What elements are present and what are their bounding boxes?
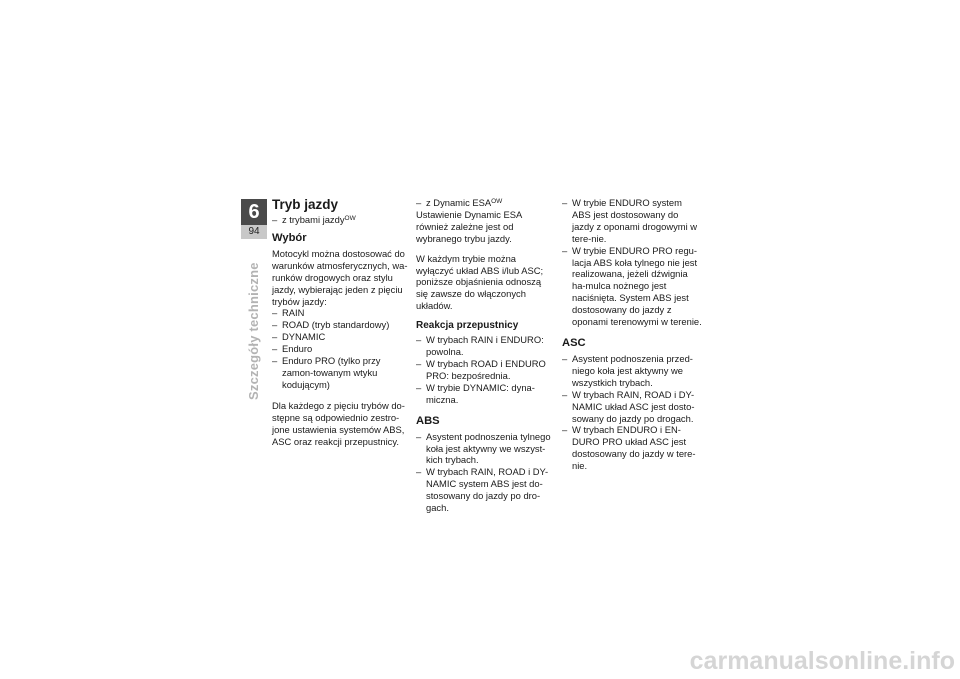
heading-wybor: Wybór bbox=[272, 231, 307, 244]
abs-asc-paragraph: W każdym trybie można wyłączyć układ ABS i/lub ASC; poniższe objaśnienia odnoszą się zawsze do włączonych układów. bbox=[416, 252, 544, 312]
text-column-3 bbox=[562, 197, 702, 472]
list-item bbox=[416, 197, 554, 209]
esa-paragraph: Ustawienie Dynamic ESA również zależne jest od wybranego trybu jazdy. bbox=[416, 208, 522, 244]
chapter-number-badge: 6 bbox=[241, 199, 267, 225]
list-item: – DYNAMIC bbox=[272, 331, 410, 343]
list-item: – Enduro bbox=[272, 343, 410, 355]
intro-paragraph: Motocykl można dostosować do warunków atmosferycznych, wa-runków drogowych oraz stylu jazdy, wybierając jeden z pięciu trybów jazdy: bbox=[272, 247, 408, 307]
equipment-text: z trybami jazdy bbox=[282, 214, 345, 225]
esa-note bbox=[416, 197, 554, 209]
optional-equipment-mark: OW bbox=[344, 215, 356, 222]
asc-list bbox=[562, 353, 702, 472]
chapter-title-vertical: Szczegóły techniczne bbox=[246, 262, 261, 400]
abs-list-continued bbox=[562, 197, 702, 328]
page-number: 94 bbox=[241, 225, 267, 239]
list-item: – W trybie ENDURO system ABS jest dostosowany do jazdy z oponami drogowymi w tere-nie. bbox=[562, 197, 702, 245]
equipment-note bbox=[272, 214, 410, 226]
heading-asc: ASC bbox=[562, 336, 586, 349]
riding-modes-list bbox=[272, 307, 410, 390]
list-item: – W trybach RAIN, ROAD i DY-NAMIC system ABS jest do-stosowany do jazdy po dro-gach. bbox=[416, 466, 554, 514]
list-item: – W trybie DYNAMIC: dyna-miczna. bbox=[416, 382, 554, 406]
list-item: – RAIN bbox=[272, 307, 410, 319]
list-item bbox=[272, 214, 410, 226]
list-item: – W trybach RAIN i ENDURO: powolna. bbox=[416, 334, 554, 358]
heading-abs: ABS bbox=[416, 414, 440, 427]
list-item: – W trybach RAIN, ROAD i DY-NAMIC układ ASC jest dosto-sowany do jazdy po drogach. bbox=[562, 389, 702, 425]
abs-list bbox=[416, 431, 554, 514]
list-item: – Asystent podnoszenia przed-niego koła jest aktywny we wszystkich trybach. bbox=[562, 353, 702, 389]
throttle-response-list bbox=[416, 334, 554, 405]
section-title: Tryb jazdy bbox=[272, 197, 339, 212]
text-column-1 bbox=[272, 197, 410, 455]
heading-reakcja-przepustnicy: Reakcja przepustnicy bbox=[416, 320, 519, 332]
list-item: – W trybach ROAD i ENDURO PRO: bezpośrednia. bbox=[416, 358, 554, 382]
list-item: – W trybach ENDURO i EN-DURO PRO układ ASC jest dostosowany do jazdy w tere-nie. bbox=[562, 424, 702, 472]
esa-text: z Dynamic ESA bbox=[426, 197, 492, 208]
closing-paragraph: Dla każdego z pięciu trybów do-stępne są odpowiednio zestro-jone ustawienia systemów ABS, ASC oraz reakcji przepustnicy. bbox=[272, 399, 405, 447]
watermark: carmanualsonline.info bbox=[689, 647, 955, 675]
list-item: – W trybie ENDURO PRO regu-lacja ABS koła tylnego nie jest realizowana, jeżeli dźwignia ha-mulca nożnego jest naciśnięta. System ABS jest dostosowany do jazdy z oponami terenowymi w terenie. bbox=[562, 245, 702, 328]
list-item: – ROAD (tryb standardowy) bbox=[272, 319, 410, 331]
optional-equipment-mark: OW bbox=[491, 198, 503, 205]
list-item: – Asystent podnoszenia tylnego koła jest aktywny we wszyst-kich trybach. bbox=[416, 431, 554, 467]
list-item: – Enduro PRO (tylko przy zamon-towanym wtyku kodującym) bbox=[272, 355, 410, 391]
text-column-2 bbox=[416, 197, 554, 514]
